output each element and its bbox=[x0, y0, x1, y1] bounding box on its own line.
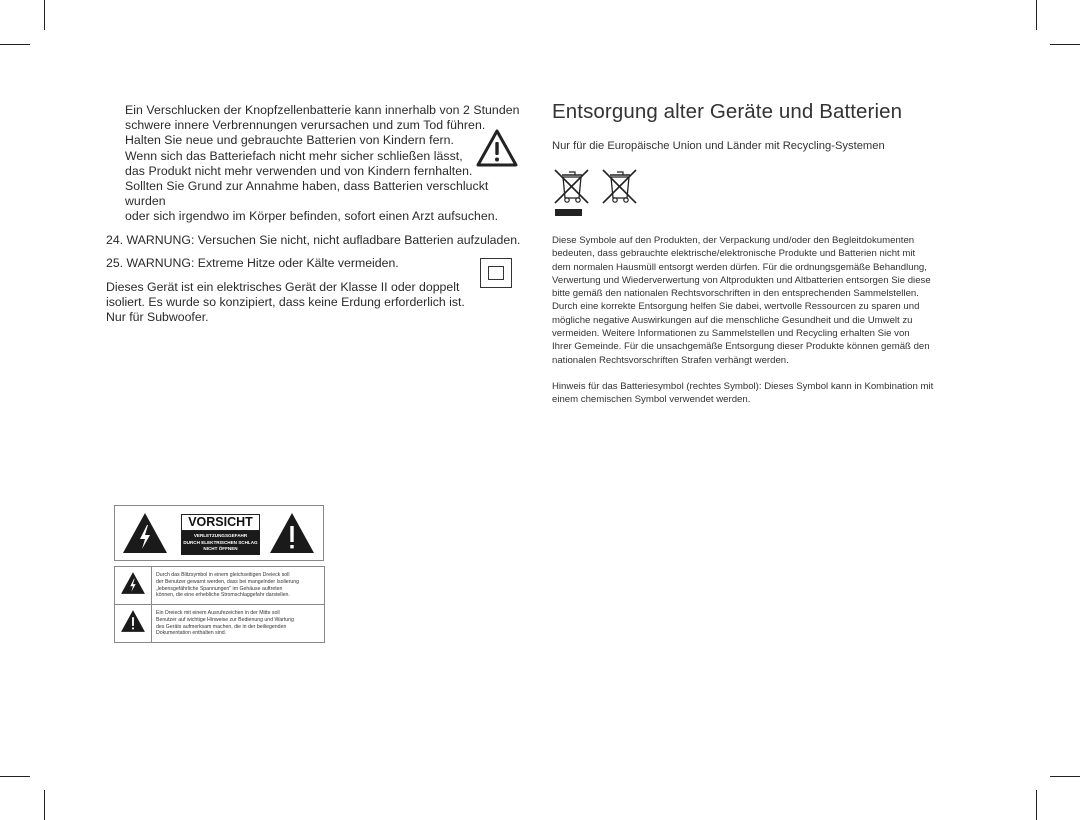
lightning-triangle-icon bbox=[121, 511, 169, 555]
crop-mark bbox=[1050, 776, 1080, 777]
text-line: das Produkt nicht mehr verwenden und von Kindern fernhalten. bbox=[125, 163, 473, 178]
text-line: Ein Verschlucken der Knopfzellenbatterie kann innerhalb von 2 Stunden bbox=[125, 103, 520, 117]
text-line: nationalen Rechtsvorschriften Strafen verhängt werden. bbox=[552, 354, 789, 366]
warning-25: 25. WARNUNG: Extreme Hitze oder Kälte vermeiden. bbox=[106, 255, 399, 270]
vorsicht-heading: VORSICHT bbox=[181, 514, 260, 531]
lightning-symbol-explanation bbox=[152, 567, 325, 605]
text-line: können, die eine erhebliche Stromschlaggefahr darstellen. bbox=[156, 592, 290, 599]
text-line: Ihrer Gemeinde. Für die unsachgemäße Entsorgung dieser Produkte können gemäß den bbox=[552, 341, 930, 353]
text-line: Diese Symbole auf den Produkten, der Verpackung und/oder den Begleitdokumenten bbox=[552, 235, 915, 246]
battery-warning bbox=[106, 103, 526, 225]
disposal-body bbox=[552, 234, 972, 407]
text-line: vermeiden. Weitere Informationen zu Sammelstellen und Recycling erhalten Sie von bbox=[552, 328, 910, 340]
crop-mark bbox=[1036, 0, 1037, 30]
class-ii-inner-square bbox=[488, 266, 504, 280]
text-line: isoliert. Es wurde so konzipiert, dass keine Erdung erforderlich ist. bbox=[106, 295, 465, 310]
text-line: Hinweis für das Batteriesymbol (rechtes Symbol): Dieses Symbol kann in Kombination mit bbox=[552, 380, 934, 392]
vorsicht-subtext bbox=[181, 531, 260, 555]
crossed-wheelie-bin-bar-icon bbox=[552, 166, 592, 218]
table-row bbox=[115, 567, 325, 605]
lightning-triangle-icon bbox=[120, 571, 146, 595]
table-cell bbox=[115, 605, 152, 643]
crop-mark bbox=[0, 44, 30, 45]
section-title: Entsorgung alter Geräte und Batterien bbox=[552, 100, 903, 123]
text-line: Durch eine korrekte Entsorgung helfen Sie dabei, wertvolle Ressourcen zu sparen und bbox=[552, 301, 920, 313]
text-line: oder sich irgendwo im Körper befinden, sofort einen Arzt aufsuchen. bbox=[125, 209, 499, 224]
text-line: NICHT ÖFFNEN bbox=[203, 546, 238, 551]
text-line: DURCH ELEKTRISCHEN SCHLAG bbox=[183, 539, 258, 545]
text-line: des Geräts aufmerksam machen, die in der beiliegenden bbox=[156, 623, 287, 630]
text-line: Ein Dreieck mit einem Ausrufezeichen in der Mitte soll bbox=[156, 610, 280, 617]
text-line: mögliche negative Auswirkungen auf die menschliche Gesundheit und die Umwelt zu bbox=[552, 314, 913, 326]
warning-triangle-icon bbox=[475, 128, 519, 168]
table-cell bbox=[115, 567, 152, 605]
crop-mark bbox=[44, 0, 45, 30]
text-line: bedeuten, dass gebrauchte elektrische/elektronische Produkte und Batterien nicht mit bbox=[552, 248, 916, 260]
battery-symbol-note bbox=[552, 380, 972, 407]
text-line: VERLETZUNGSGEFAHR bbox=[193, 533, 248, 538]
text-line: Nur für Subwoofer. bbox=[106, 310, 209, 325]
exclamation-triangle-icon bbox=[268, 511, 316, 555]
text-line: Dokumentation enthalten sind. bbox=[156, 630, 227, 637]
text-line: Benutzer auf wichtige Hinweise zur Bedienung und Wartung bbox=[156, 616, 294, 623]
crop-mark bbox=[1036, 790, 1037, 820]
table-row bbox=[115, 605, 325, 643]
caution-label bbox=[114, 505, 324, 561]
text-line: einem chemischen Symbol verwendet werden. bbox=[552, 394, 751, 406]
text-line: dem normalen Hausmüll entsorgt werden dürfen. Für die ordnungsgemäße Behandlung, bbox=[552, 261, 927, 273]
section-subtitle: Nur für die Europäische Union und Länder mit Recycling-Systemen bbox=[552, 140, 885, 152]
text-line: Verwertung und Wiederverwertung von Altprodukten und Altbatterien entsorgen Sie diese bbox=[552, 274, 931, 286]
safety-instructions bbox=[106, 103, 526, 326]
text-line: Sollten Sie Grund zur Annahme haben, dass Batterien verschluckt wurden bbox=[125, 179, 489, 209]
class-ii-double-square-icon bbox=[480, 258, 512, 288]
crossed-wheelie-bin-icon bbox=[600, 166, 640, 206]
exclamation-symbol-explanation bbox=[152, 605, 325, 643]
symbol-explanations bbox=[114, 566, 325, 643]
crop-mark bbox=[0, 776, 30, 777]
disposal-section bbox=[552, 100, 972, 152]
disposal-paragraph bbox=[552, 234, 972, 367]
vorsicht-label bbox=[181, 514, 260, 555]
text-line: Dieses Gerät ist ein elektrisches Gerät der Klasse II oder doppelt bbox=[106, 280, 460, 295]
text-line: Wenn sich das Batteriefach nicht mehr sicher schließen lässt, bbox=[125, 148, 463, 163]
text-line: der Benutzer gewarnt werden, dass bei mangelnder Isolierung bbox=[156, 578, 300, 585]
text-line: Durch das Blitzsymbol in einem gleichseitigen Dreieck soll bbox=[156, 572, 290, 579]
text-line: „lebensgefährliche Spannungen" im Gehäuse auftreten bbox=[156, 585, 283, 592]
exclamation-triangle-icon bbox=[120, 609, 146, 633]
crop-mark bbox=[44, 790, 45, 820]
crop-mark bbox=[1050, 44, 1080, 45]
text-line: bitte gemäß den nationalen Rechtsvorschriften in den entsprechenden Sammelstellen. bbox=[552, 288, 919, 300]
warning-24: 24. WARNUNG: Versuchen Sie nicht, nicht aufladbare Batterien aufzuladen. bbox=[106, 232, 521, 247]
class-ii-notice bbox=[106, 280, 476, 326]
text-line: Halten Sie neue und gebrauchte Batterien von Kindern fern. bbox=[125, 133, 454, 148]
text-line: schwere innere Verbrennungen verursachen und zum Tod führen. bbox=[125, 118, 486, 133]
